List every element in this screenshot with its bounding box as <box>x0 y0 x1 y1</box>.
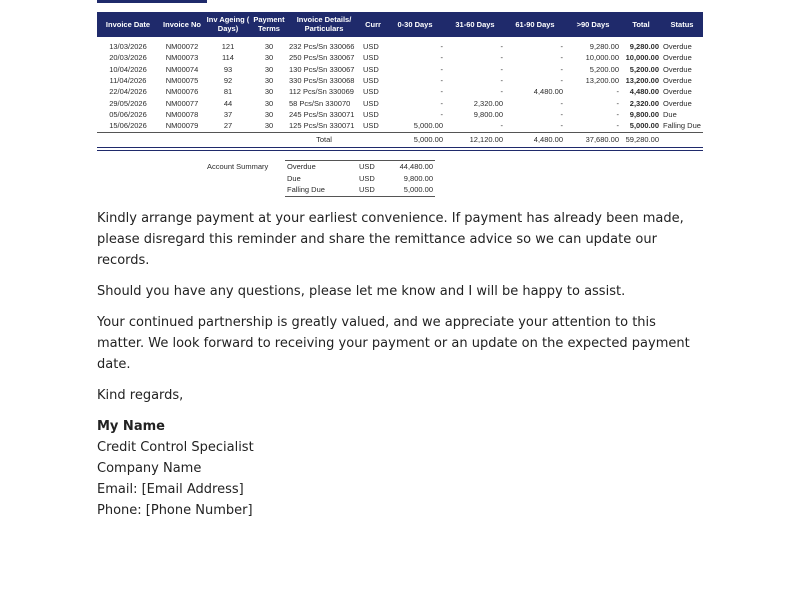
col-header-status: Status <box>661 12 703 37</box>
cell-31-60: - <box>500 53 503 63</box>
table-row <box>97 37 703 53</box>
cell-90-plus: - <box>616 110 619 120</box>
table-row <box>97 98 703 109</box>
cell-ageing: 92 <box>223 76 233 86</box>
total-0-30: 5,000.00 <box>385 132 445 146</box>
cell-terms: 30 <box>264 53 274 63</box>
cell-61-90: 4,480.00 <box>533 87 563 97</box>
cell-90-plus: - <box>616 121 619 131</box>
cell-0-30: - <box>440 42 443 51</box>
total-31-60: 12,120.00 <box>445 132 505 146</box>
invoice-table <box>97 12 703 146</box>
cell-currency: USD <box>363 87 379 97</box>
table-row <box>97 120 703 132</box>
signature-name: My Name <box>97 419 165 434</box>
cell-status: Overdue <box>663 76 692 86</box>
cell-0-30: - <box>440 98 443 108</box>
table-total-row <box>97 132 703 146</box>
cell-31-60: 2,320.00 <box>473 98 503 108</box>
signature-company: Company Name <box>97 461 202 476</box>
signature-phone: Phone: [Phone Number] <box>97 503 253 518</box>
cell-invoice-date: 10/04/2026 <box>109 64 147 74</box>
cell-terms: 30 <box>264 42 274 51</box>
summary-currency: USD <box>357 184 391 196</box>
table-row <box>97 109 703 120</box>
cell-currency: USD <box>363 76 379 86</box>
cell-invoice-no: NM00072 <box>165 42 199 51</box>
letter-closing: Kind regards, <box>97 388 184 403</box>
letter-paragraph-payment: Kindly arrange payment at your earliest convenience. If payment has already been made, please disregard this reminder and share the remittance advice so we can update our records. <box>97 211 684 268</box>
account-summary-table <box>285 160 435 197</box>
cell-31-60: - <box>500 87 503 97</box>
cell-total: 4,480.00 <box>629 87 659 97</box>
cell-invoice-date: 15/06/2026 <box>109 121 147 131</box>
summary-amount: 5,000.00 <box>391 184 435 196</box>
cell-90-plus: - <box>616 98 619 108</box>
cell-90-plus: - <box>616 87 619 97</box>
cell-invoice-no: NM00074 <box>165 64 199 74</box>
col-header-invoice-date: Invoice Date <box>97 12 159 37</box>
cell-0-30: - <box>440 64 443 74</box>
cell-invoice-date: 20/03/2026 <box>109 53 147 63</box>
cell-invoice-no: NM00073 <box>165 53 199 63</box>
summary-amount: 9,800.00 <box>403 173 433 183</box>
cell-90-plus: 13,200.00 <box>585 76 619 86</box>
letter-paragraph-questions: Should you have any questions, please let me know and I will be happy to assist. <box>97 284 626 299</box>
cell-ageing: 121 <box>221 42 235 51</box>
cell-details: 330 Pcs/Sn 330068 <box>289 76 355 86</box>
signature-email: Email: [Email Address] <box>97 482 244 497</box>
cell-currency: USD <box>363 64 379 74</box>
cell-ageing: 114 <box>222 53 234 63</box>
cell-ageing: 37 <box>223 110 233 120</box>
cell-invoice-date: 29/05/2026 <box>109 98 147 108</box>
col-header-invoice-no: Invoice No <box>159 12 205 37</box>
table-row <box>97 75 703 86</box>
col-header-total: Total <box>621 12 661 37</box>
cell-status: Overdue <box>663 64 692 74</box>
total-90-plus: 37,680.00 <box>565 132 621 146</box>
cell-90-plus: 10,000.00 <box>585 53 619 63</box>
letter-paragraph-partnership: Your continued partnership is greatly valued, and we appreciate your attention to this matter. We look forward to receiving your payment or an update on the expected payment date. <box>97 315 690 372</box>
cell-90-plus: 5,200.00 <box>589 64 619 74</box>
cell-currency: USD <box>363 53 379 63</box>
cell-terms: 30 <box>264 98 274 108</box>
cell-currency: USD <box>363 98 379 108</box>
cell-0-30: - <box>440 87 443 97</box>
cell-terms: 30 <box>264 64 274 74</box>
cell-terms: 30 <box>264 76 274 86</box>
account-summary-label: Account Summary <box>207 162 269 171</box>
col-header-details: Invoice Details/ Particulars <box>287 12 361 37</box>
cell-0-30: - <box>440 110 443 120</box>
cell-invoice-date: 22/04/2026 <box>109 87 147 97</box>
cell-total: 13,200.00 <box>625 76 659 86</box>
cell-details: 125 Pcs/Sn 330071 <box>289 121 355 131</box>
cell-invoice-date: 11/04/2026 <box>109 76 147 86</box>
table-header-row <box>97 12 703 37</box>
cell-invoice-no: NM00076 <box>165 87 199 97</box>
cell-61-90: - <box>560 98 563 108</box>
cell-61-90: - <box>560 42 563 51</box>
table-bottom-rule-double <box>97 150 703 151</box>
col-header-0-30: 0-30 Days <box>385 12 445 37</box>
cell-invoice-no: NM00077 <box>165 98 199 108</box>
cell-ageing: 93 <box>223 64 233 74</box>
summary-row <box>285 161 435 173</box>
col-header-61-90: 61-90 Days <box>505 12 565 37</box>
cell-31-60: - <box>500 76 503 86</box>
col-header-ageing: Inv Ageing ( Days) <box>205 12 251 37</box>
cell-terms: 30 <box>264 110 274 120</box>
cell-0-30: 5,000.00 <box>413 121 443 131</box>
col-header-currency: Curr <box>361 12 385 37</box>
cell-31-60: - <box>500 42 503 51</box>
total-61-90: 4,480.00 <box>505 132 565 146</box>
col-header-90-plus: >90 Days <box>565 12 621 37</box>
cell-61-90: - <box>560 53 563 63</box>
cell-status: Overdue <box>663 53 692 63</box>
col-header-31-60: 31-60 Days <box>445 12 505 37</box>
cell-status: Overdue <box>663 98 692 108</box>
cell-ageing: 81 <box>223 87 233 97</box>
total-grand: 59,280.00 <box>621 132 661 146</box>
summary-amount: 44,480.00 <box>391 161 435 173</box>
cell-90-plus: 9,280.00 <box>589 42 619 51</box>
cell-61-90: - <box>560 64 563 74</box>
cell-status: Falling Due <box>663 121 701 131</box>
cell-ageing: 27 <box>223 121 233 131</box>
cell-total: 5,000.00 <box>629 121 659 131</box>
cell-details: 250 Pcs/Sn 330067 <box>289 53 355 63</box>
cell-31-60: - <box>500 121 503 131</box>
cell-invoice-date: 13/03/2026 <box>109 42 147 51</box>
cell-total: 5,200.00 <box>629 64 659 74</box>
summary-currency: USD <box>359 173 375 183</box>
col-header-payment-terms: Payment Terms <box>251 12 287 37</box>
cell-0-30: - <box>440 53 443 63</box>
cell-ageing: 44 <box>223 98 233 108</box>
cell-currency: USD <box>363 42 379 51</box>
cell-total: 10,000.00 <box>625 53 659 63</box>
cell-total: 2,320.00 <box>629 98 659 108</box>
cell-status: Overdue <box>663 42 692 51</box>
cell-invoice-no: NM00079 <box>165 121 199 131</box>
cell-details: 58 Pcs/Sn 330070 <box>289 98 351 108</box>
cell-invoice-no: NM00078 <box>165 110 199 120</box>
signature-title: Credit Control Specialist <box>97 440 254 455</box>
cell-61-90: - <box>560 76 563 86</box>
cell-status: Due <box>663 110 677 120</box>
cell-total: 9,800.00 <box>629 110 659 120</box>
cell-currency: USD <box>363 110 379 120</box>
table-row <box>97 52 703 63</box>
table-bottom-rule <box>97 147 703 148</box>
cell-status: Overdue <box>663 87 692 97</box>
cell-31-60: - <box>500 64 503 74</box>
summary-row <box>285 173 435 185</box>
summary-status: Due <box>287 173 301 183</box>
cell-total: 9,280.00 <box>629 42 659 51</box>
cell-31-60: 9,800.00 <box>473 110 503 120</box>
signature-block <box>97 416 707 521</box>
summary-currency: USD <box>357 161 391 173</box>
cell-terms: 30 <box>264 121 274 131</box>
table-row <box>97 64 703 75</box>
cell-terms: 30 <box>264 87 274 97</box>
cell-invoice-date: 05/06/2026 <box>109 110 147 120</box>
cell-61-90: - <box>560 110 563 120</box>
total-label: Total <box>287 132 361 146</box>
cell-details: 245 Pcs/Sn 330071 <box>289 110 355 120</box>
cell-details: 130 Pcs/Sn 330067 <box>289 64 355 74</box>
cell-61-90: - <box>560 121 563 131</box>
cell-invoice-no: NM00075 <box>165 76 199 86</box>
summary-status: Overdue <box>285 161 357 173</box>
summary-row <box>285 184 435 196</box>
cell-0-30: - <box>440 76 443 86</box>
cell-currency: USD <box>363 121 379 131</box>
top-accent-bar <box>97 0 207 3</box>
cell-details: 112 Pcs/Sn 330069 <box>289 87 354 97</box>
table-row <box>97 86 703 97</box>
summary-status: Falling Due <box>285 184 357 196</box>
letter-body <box>97 208 707 521</box>
cell-details: 232 Pcs/Sn 330066 <box>289 42 355 51</box>
